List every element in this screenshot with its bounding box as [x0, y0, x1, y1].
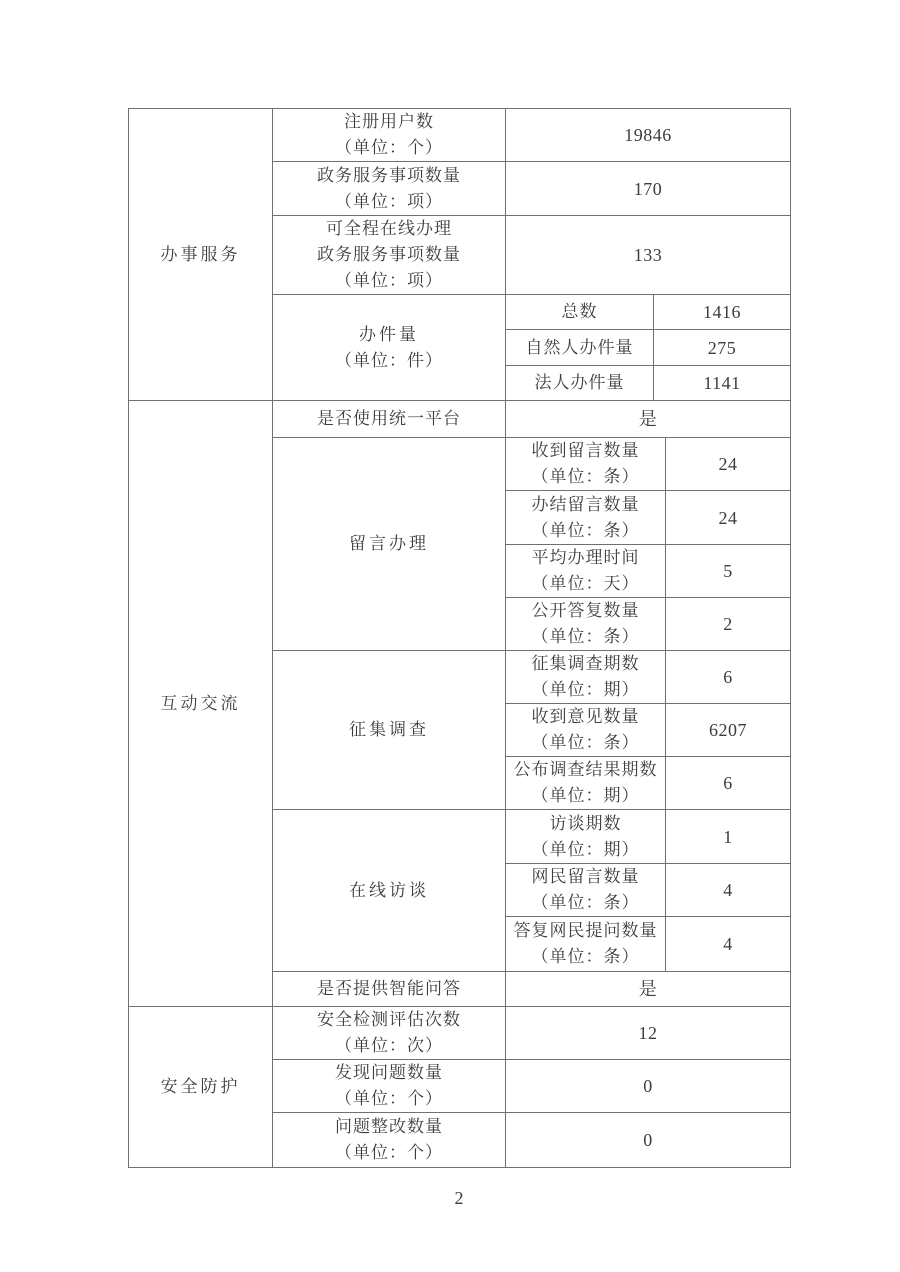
subrow-label	[506, 864, 666, 917]
value-text: 0	[643, 1130, 653, 1150]
value-text: 6207	[709, 720, 748, 740]
row-label	[273, 295, 506, 401]
value-text: 1416	[703, 302, 742, 322]
label-line: 公开答复数量	[531, 601, 640, 620]
label-unit-line: （单位：个）	[335, 1089, 443, 1108]
row-label	[273, 651, 506, 810]
value-text: 1	[723, 826, 733, 847]
label-line: 公布调查结果期数	[513, 760, 658, 779]
row-label	[273, 1060, 506, 1113]
section-label-service	[129, 109, 273, 401]
table-row	[129, 1007, 791, 1060]
label-unit-line: （单位：条）	[531, 627, 640, 646]
subrow-value	[666, 704, 791, 757]
label-unit-line: （单位：条）	[531, 893, 640, 912]
subrow-label	[506, 438, 666, 491]
value-text: 4	[723, 880, 733, 900]
value-text: 是	[638, 979, 658, 999]
label-line: 自然人办件量	[525, 337, 634, 357]
row-label	[273, 109, 506, 162]
label-line: 可全程在线办理	[326, 219, 452, 238]
label-unit-line: （单位：条）	[531, 733, 640, 752]
section-label-text: 安全防护	[160, 1077, 241, 1096]
subrow-value	[654, 330, 791, 366]
label-line: 发现问题数量	[335, 1063, 443, 1082]
row-label	[273, 216, 506, 295]
subrow-label	[506, 330, 654, 366]
value-text: 24	[718, 454, 738, 474]
label-line: 在线访谈	[349, 880, 429, 900]
subrow-label	[506, 651, 666, 704]
label-line: 政务服务事项数量	[317, 165, 461, 185]
label-unit-line: （单位：条）	[531, 467, 640, 486]
label-line: 平均办理时间	[531, 548, 640, 567]
label-unit-line: （单位：条）	[531, 520, 640, 540]
label-line: 是否提供智能问答	[317, 979, 461, 998]
label-line: 政务服务事项数量	[317, 245, 461, 264]
subrow-label	[506, 545, 666, 598]
subrow-value	[666, 810, 791, 864]
label-line: 征集调查	[349, 720, 429, 739]
label-unit-line: （单位：条）	[531, 947, 640, 966]
label-unit-line: （单位：个）	[335, 138, 443, 157]
table-row	[129, 109, 791, 162]
subrow-value	[666, 651, 791, 704]
value-text: 170	[633, 178, 663, 199]
row-value	[506, 216, 791, 295]
section-label-security	[129, 1007, 273, 1168]
row-value	[506, 162, 791, 216]
label-unit-line: （单位：期）	[531, 786, 640, 805]
row-value	[506, 972, 791, 1007]
row-value	[506, 1113, 791, 1168]
label-line: 网民留言数量	[531, 867, 640, 886]
label-line: 问题整改数量	[335, 1117, 443, 1136]
row-label	[273, 1007, 506, 1060]
subrow-value	[666, 545, 791, 598]
row-label	[273, 162, 506, 216]
subrow-label	[506, 810, 666, 864]
label-unit-line: （单位：项）	[335, 271, 443, 290]
value-text: 12	[638, 1023, 658, 1043]
subrow-label	[506, 491, 666, 545]
label-line: 收到意见数量	[531, 707, 640, 726]
label-line: 访谈期数	[549, 813, 622, 833]
subrow-value	[666, 438, 791, 491]
statistics-table	[128, 108, 791, 1168]
row-label	[273, 972, 506, 1007]
row-value	[506, 109, 791, 162]
row-label	[273, 810, 506, 972]
row-value	[506, 401, 791, 438]
value-text: 19846	[624, 125, 672, 145]
value-text: 2	[723, 614, 733, 634]
subrow-label	[506, 917, 666, 972]
subrow-label	[506, 704, 666, 757]
row-value	[506, 1060, 791, 1113]
label-line: 征集调查期数	[531, 654, 640, 673]
label-unit-line: （单位：天）	[531, 574, 640, 593]
value-text: 0	[643, 1076, 653, 1096]
value-text: 4	[723, 934, 733, 954]
value-text: 6	[723, 773, 733, 793]
label-unit-line: （单位：项）	[335, 191, 443, 211]
row-label	[273, 438, 506, 651]
label-line: 办件量	[359, 324, 419, 344]
value-text: 5	[723, 561, 733, 581]
section-label-text: 互动交流	[160, 693, 241, 713]
subrow-label	[506, 757, 666, 810]
label-line: 总数	[561, 302, 598, 321]
subrow-value	[666, 598, 791, 651]
table-row	[129, 401, 791, 438]
subrow-label	[506, 295, 654, 330]
label-unit-line: （单位：期）	[531, 839, 640, 859]
subrow-value	[654, 366, 791, 401]
label-unit-line: （单位：个）	[335, 1143, 443, 1162]
row-value	[506, 1007, 791, 1060]
subrow-value	[654, 295, 791, 330]
label-line: 是否使用统一平台	[317, 409, 461, 428]
subrow-label	[506, 366, 654, 401]
value-text: 1141	[703, 373, 741, 393]
label-line: 答复网民提问数量	[513, 921, 658, 940]
value-text: 275	[707, 337, 737, 358]
value-text: 133	[633, 245, 663, 265]
subrow-label	[506, 598, 666, 651]
label-line: 法人办件量	[534, 373, 625, 392]
label-unit-line: （单位：期）	[531, 680, 640, 699]
label-line: 注册用户数	[344, 112, 434, 131]
subrow-value	[666, 917, 791, 972]
subrow-value	[666, 757, 791, 810]
label-line: 安全检测评估次数	[317, 1010, 461, 1029]
subrow-value	[666, 864, 791, 917]
page-number: 2	[454, 1188, 464, 1208]
label-line: 留言办理	[349, 534, 429, 553]
value-text: 是	[638, 409, 658, 429]
label-line: 办结留言数量	[531, 494, 640, 514]
value-text: 6	[723, 667, 733, 687]
row-label	[273, 1113, 506, 1168]
section-label-text: 办事服务	[160, 244, 241, 264]
row-label	[273, 401, 506, 438]
value-text: 24	[718, 507, 738, 528]
section-label-interaction	[129, 401, 273, 1007]
label-unit-line: （单位：件）	[335, 350, 443, 370]
label-unit-line: （单位：次）	[335, 1036, 443, 1055]
label-line: 收到留言数量	[531, 441, 640, 460]
subrow-value	[666, 491, 791, 545]
